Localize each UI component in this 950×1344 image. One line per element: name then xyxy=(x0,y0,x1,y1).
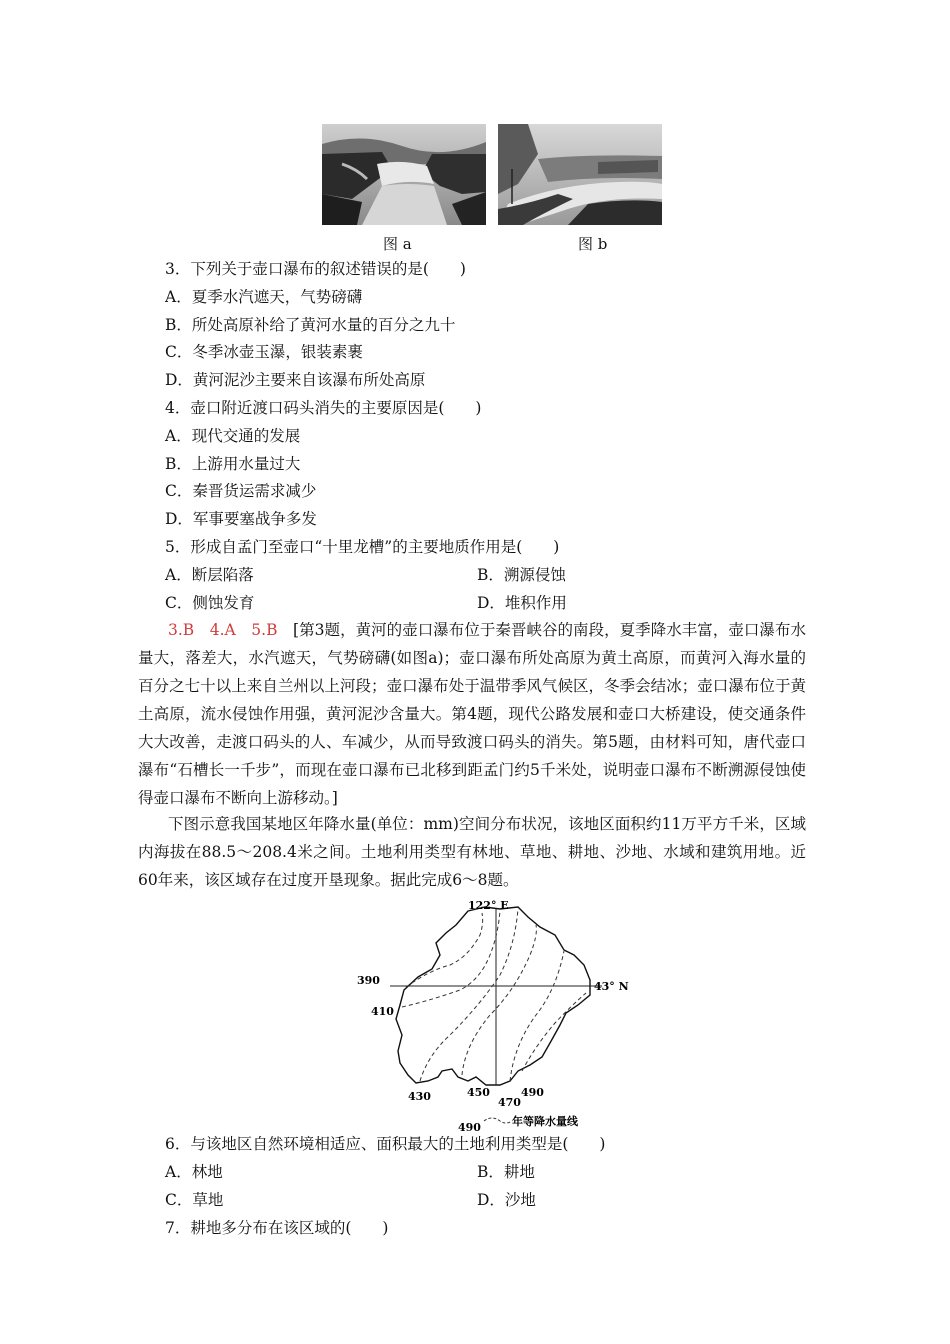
isohyet-390 xyxy=(406,913,483,987)
isohyet-490 xyxy=(522,993,586,1071)
q3-option-a: A．夏季水汽遮天，气势磅礴 xyxy=(165,288,363,306)
q6-option-b: B．耕地 xyxy=(477,1163,535,1181)
isohyet-label-430: 430 xyxy=(408,1090,431,1103)
precipitation-map xyxy=(350,895,640,1145)
q4-stem: 4．壶口附近渡口码头消失的主要原因是( ) xyxy=(165,399,482,417)
isohyet-430 xyxy=(420,909,518,1081)
isohyet-label-490: 490 xyxy=(521,1086,544,1099)
isohyet-450 xyxy=(462,925,536,1075)
q4-option-b: B．上游用水量过大 xyxy=(165,455,301,473)
q6-stem: 6．与该地区自然环境相适应、面积最大的土地利用类型是( ) xyxy=(165,1135,606,1153)
legend-text: 年等降水量线 xyxy=(512,1115,578,1128)
answer-keys: 3.B 4.A 5.B xyxy=(168,621,278,639)
q6-option-a: A．林地 xyxy=(165,1163,223,1181)
answer-explanation xyxy=(138,616,806,812)
isohyet-label-390: 390 xyxy=(357,974,380,987)
q3-stem: 3．下列关于壶口瀑布的叙述错误的是( ) xyxy=(165,260,466,278)
lat-label: 43° N xyxy=(594,980,629,993)
figure-b-caption: 图 b xyxy=(578,235,608,253)
waterfall-photo-b xyxy=(498,124,662,225)
legend-dashed-line xyxy=(484,1118,512,1123)
isohyet-label-470: 470 xyxy=(498,1096,521,1109)
q5-option-a: A．断层陷落 xyxy=(165,566,254,584)
figure-a-caption: 图 a xyxy=(383,235,412,253)
q4-option-c: C．秦晋货运需求减少 xyxy=(165,482,317,500)
q6-option-d: D．沙地 xyxy=(477,1191,536,1209)
q6-option-c: C．草地 xyxy=(165,1191,224,1209)
answer-text: [第3题，黄河的壶口瀑布位于秦晋峡谷的南段，夏季降水丰富，壶口瀑布水量大，落差大，水汽遮天，气势磅礴(如图a)；壶口瀑布所处高原为黄土高原，而黄河入海水量的百分之七十以上来自兰州以上河段；壶口瀑布处于温带季风气候区，冬季会结冰；壶口瀑布位于黄土高原，流水侵蚀作用强，黄河泥沙含量大。第4题，现代公路发展和壶口大桥建设，使交通条件大大改善，走渡口码头的人、车减少，从而导致渡口码头的消失。第5题，由材料可知，唐代壶口瀑布“石槽长一千步”，而现在壶口瀑布已北移到距孟门约5千米处，说明壶口瀑布不断溯源侵蚀使得壶口瀑布不断向上游移动。] xyxy=(138,621,806,807)
legend-value: 490 xyxy=(458,1121,481,1134)
lon-label: 122° E xyxy=(468,899,509,912)
q3-option-c: C．冬季冰壶玉瀑，银装素裹 xyxy=(165,343,363,361)
q5-option-d: D．堆积作用 xyxy=(477,594,567,612)
q3-option-d: D．黄河泥沙主要来自该瀑布所处高原 xyxy=(165,371,426,389)
isohyet-470 xyxy=(510,951,564,1081)
q5-option-b: B．溯源侵蚀 xyxy=(477,566,566,584)
isohyet-label-410: 410 xyxy=(371,1005,394,1018)
q7-stem: 7．耕地多分布在该区域的( ) xyxy=(165,1219,389,1237)
isohyet-label-450: 450 xyxy=(467,1086,490,1099)
q5-option-c: C．侧蚀发育 xyxy=(165,594,255,612)
region-outline xyxy=(396,907,590,1085)
q4-option-d: D．军事要塞战争多发 xyxy=(165,510,317,528)
isohyet-410 xyxy=(402,911,500,1007)
intro-paragraph: 下图示意我国某地区年降水量(单位：mm)空间分布状况，该地区面积约11万平方千米，区域内海拔在88.5～208.4米之间。土地利用类型有林地、草地、耕地、沙地、水域和建筑用地。近60年来，该区域存在过度开垦现象。据此完成6～8题。 xyxy=(138,815,806,889)
q5-stem: 5．形成自孟门至壶口“十里龙槽”的主要地质作用是( ) xyxy=(165,538,560,556)
q4-option-a: A．现代交通的发展 xyxy=(165,427,301,445)
q3-option-b: B．所处高原补给了黄河水量的百分之九十 xyxy=(165,316,456,334)
waterfall-photo-a xyxy=(322,124,486,225)
